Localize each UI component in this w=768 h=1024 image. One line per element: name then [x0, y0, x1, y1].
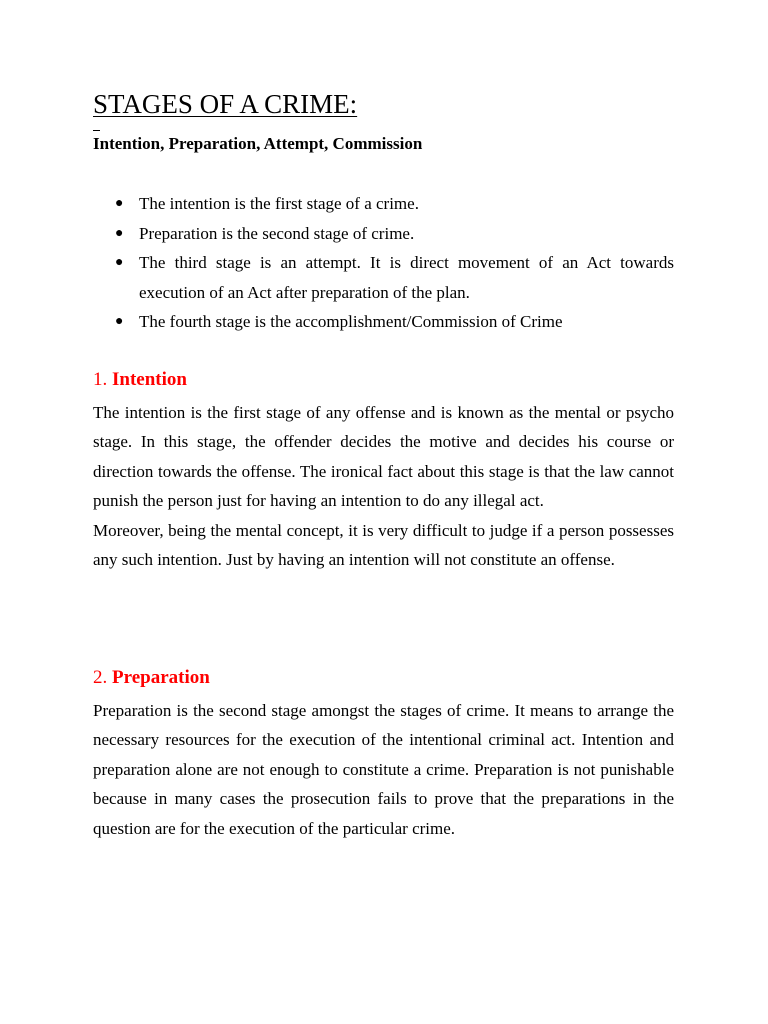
section-label: Preparation: [112, 667, 210, 688]
bullet-text: Preparation is the second stage of crime.: [139, 223, 415, 243]
bullet-item: [93, 307, 674, 337]
paragraph: Moreover, being the mental concept, it is very difficult to judge if a person possesses any such intention. Just by having an intention will not constitute an offense.: [93, 520, 674, 570]
bullet-dot-icon: ●: [115, 225, 124, 241]
bullet-item: [93, 219, 674, 249]
subtitle-underline-mark: [93, 130, 100, 131]
section-number: 2.: [93, 667, 108, 688]
document-subtitle: Intention, Preparation, Attempt, Commission: [93, 134, 423, 153]
bullet-item: [93, 248, 674, 307]
bullet-item: [93, 189, 674, 219]
document-title: STAGES OF A CRIME:: [93, 89, 358, 119]
bullet-dot-icon: ●: [115, 196, 124, 211]
section-body-preparation: [93, 696, 674, 843]
paragraph: Preparation is the second stage amongst the stages of crime. It means to arrange the necessary resources for the execution of the intentional criminal act. Intention and preparation alone are not enough to constitute a crime. Preparation is not punishable because in many cases the prosecution fails to prove that the preparations in the question are for the execution of the particular crime.: [93, 701, 674, 838]
bullet-dot-icon: ●: [115, 255, 124, 270]
section-heading-intention: [93, 368, 187, 392]
bullet-text: The fourth stage is the accomplishment/Commission of Crime: [139, 312, 563, 331]
section-body-intention: [93, 398, 674, 574]
section-heading-preparation: [93, 666, 210, 690]
section-number: 1.: [93, 369, 108, 390]
stages-bullet-list: [93, 189, 674, 337]
bullet-dot-icon: ●: [115, 314, 124, 329]
bullet-text: The third stage is an attempt. It is direct movement of an Act towards execution of an Act after preparation of the plan.: [139, 253, 674, 302]
paragraph: The intention is the first stage of any offense and is known as the mental or psycho stage. In this stage, the offender decides the motive and decides his course or direction towards the offense. The ironical fact about this stage is that the law cannot punish the person just for having an intention to do any illegal act.: [93, 403, 674, 511]
section-label: Intention: [112, 369, 187, 390]
bullet-text: The intention is the first stage of a crime.: [139, 194, 419, 213]
